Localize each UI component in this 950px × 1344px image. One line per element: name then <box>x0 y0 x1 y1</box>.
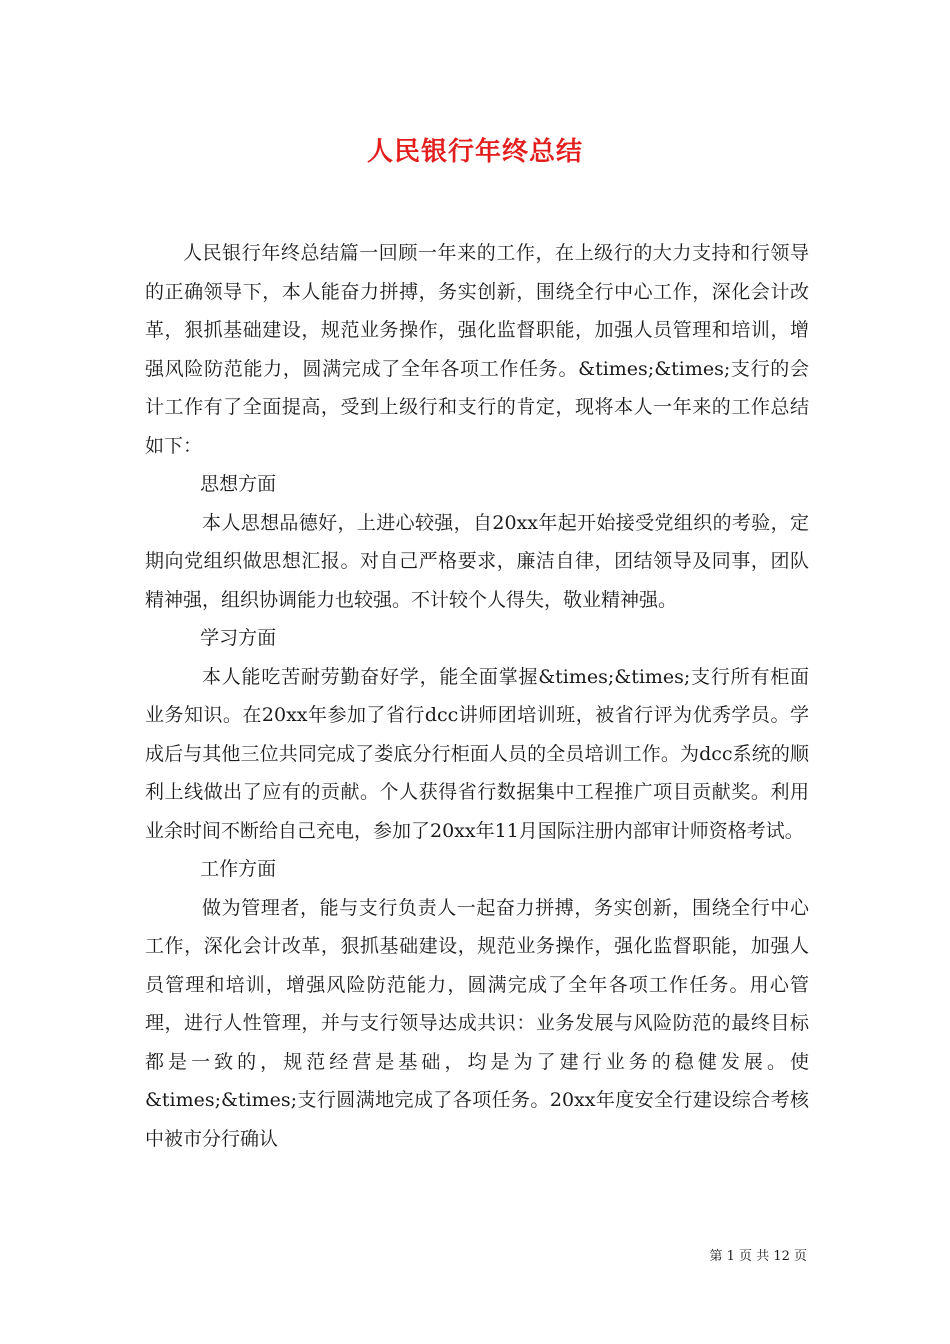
section-heading-thought: 思想方面 <box>200 473 277 495</box>
section-heading-study: 学习方面 <box>200 627 277 649</box>
paragraph-study: 本人能吃苦耐劳勤奋好学，能全面掌握&times;&times;支行所有柜面业务知识。在20xx年参加了省行dcc讲师团培训班，被省行评为优秀学员。学成后与其他三位共同完成了娄底分行柜面人员的全员培训工作。为dcc系统的顺利上线做出了应有的贡献。个人获得省行数据集中工程推广项目贡献奖。利用业余时间不断给自己充电，参加了20xx年11月国际注册内部审计师资格考试。 <box>145 665 809 842</box>
paragraph-work: 做为管理者，能与支行负责人一起奋力拼搏，务实创新，围绕全行中心工作，深化会计改革，狠抓基础建设，规范业务操作，强化监督职能，加强人员管理和培训，增强风险防范能力，圆满完成了全年各项工作任务。用心管理，进行人性管理，并与支行领导达成共识：业务发展与风险防范的最终目标都是一致的，规范经营是基础，均是为了建行业务的稳健发展。使&times;&times;支行圆满地完成了各项任务。20xx年度安全行建设综合考核中被市分行确认 <box>145 896 809 1150</box>
document-body <box>145 234 809 1158</box>
paragraph-intro: 人民银行年终总结篇一回顾一年来的工作，在上级行的大力支持和行领导的正确领导下，本人能奋力拼搏，务实创新，围绕全行中心工作，深化会计改革，狠抓基础建设，规范业务操作，强化监督职能，加强人员管理和培训，增强风险防范能力，圆满完成了全年各项工作任务。&times;&times;支行的会计工作有了全面提高，受到上级行和支行的肯定，现将本人一年来的工作总结如下： <box>145 242 809 457</box>
page-number-footer: 第 1 页 共 12 页 <box>709 1249 807 1264</box>
paragraph-thought: 本人思想品德好，上进心较强，自20xx年起开始接受党组织的考验，定期向党组织做思想汇报。对自己严格要求，廉洁自律，团结领导及同事，团队精神强，组织协调能力也较强。不计较个人得失，敬业精神强。 <box>145 511 809 611</box>
document-title: 人民银行年终总结 <box>366 137 583 167</box>
section-heading-work: 工作方面 <box>200 858 277 880</box>
